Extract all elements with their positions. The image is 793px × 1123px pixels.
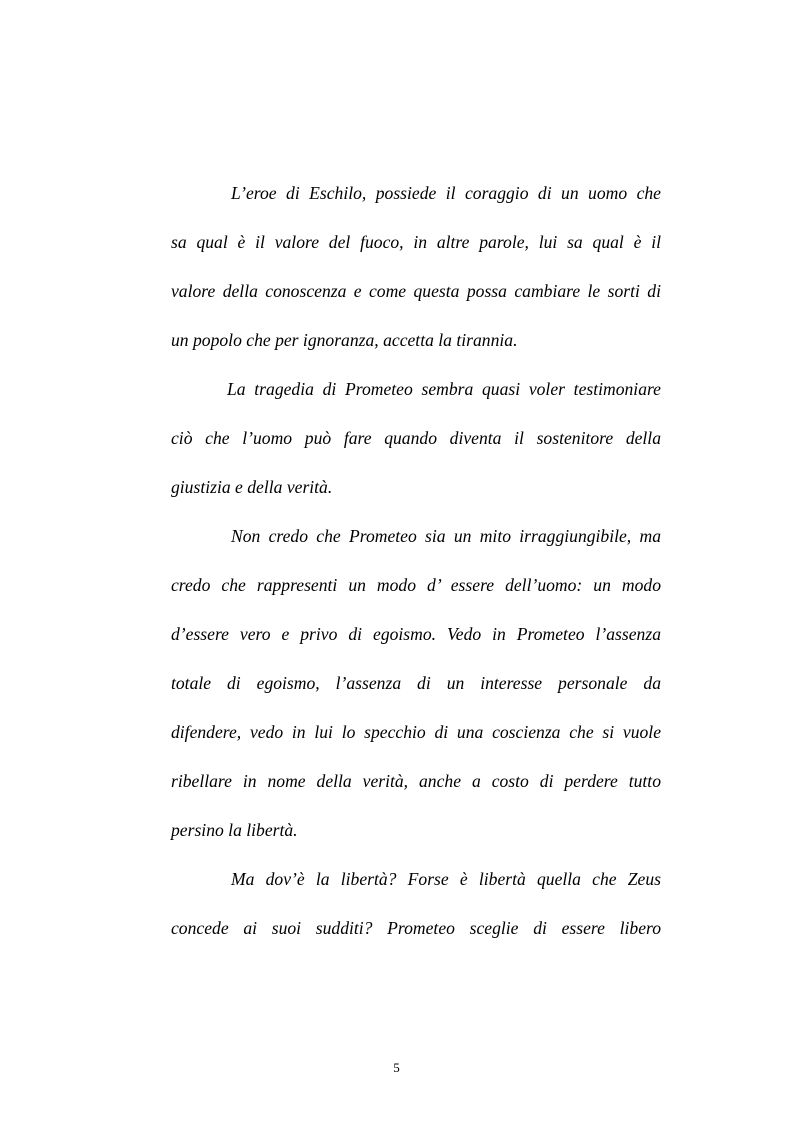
text-line: Non credo che Prometeo sia un mito irraggiungibile, ma <box>231 526 661 546</box>
text-line: persino la libertà. <box>171 820 298 840</box>
text-line: valore della conoscenza e come questa possa cambiare le sorti di <box>171 281 661 301</box>
text-line: Ma dov’è la libertà? Forse è libertà quella che Zeus <box>231 869 661 889</box>
text-line: credo che rappresenti un modo d’ essere dell’uomo: un modo <box>171 575 661 595</box>
text-line: difendere, vedo in lui lo specchio di una coscienza che si vuole <box>171 722 661 742</box>
text-line: d’essere vero e privo di egoismo. Vedo in Prometeo l’assenza <box>171 624 661 644</box>
text-line: un popolo che per ignoranza, accetta la tirannia. <box>171 330 518 350</box>
text-line: ciò che l’uomo può fare quando diventa il sostenitore della <box>171 428 661 448</box>
text-line: L’eroe di Eschilo, possiede il coraggio di un uomo che <box>231 183 661 203</box>
text-line: La tragedia di Prometeo sembra quasi voler testimoniare <box>227 379 661 399</box>
text-line: sa qual è il valore del fuoco, in altre parole, lui sa qual è il <box>171 232 661 252</box>
text-line: totale di egoismo, l’assenza di un interesse personale da <box>171 673 661 693</box>
text-line: ribellare in nome della verità, anche a costo di perdere tutto <box>171 771 661 791</box>
page-number: 5 <box>393 1060 400 1075</box>
text-line: concede ai suoi sudditi? Prometeo sceglie di essere libero <box>171 918 661 938</box>
text-line: giustizia e della verità. <box>171 477 333 497</box>
